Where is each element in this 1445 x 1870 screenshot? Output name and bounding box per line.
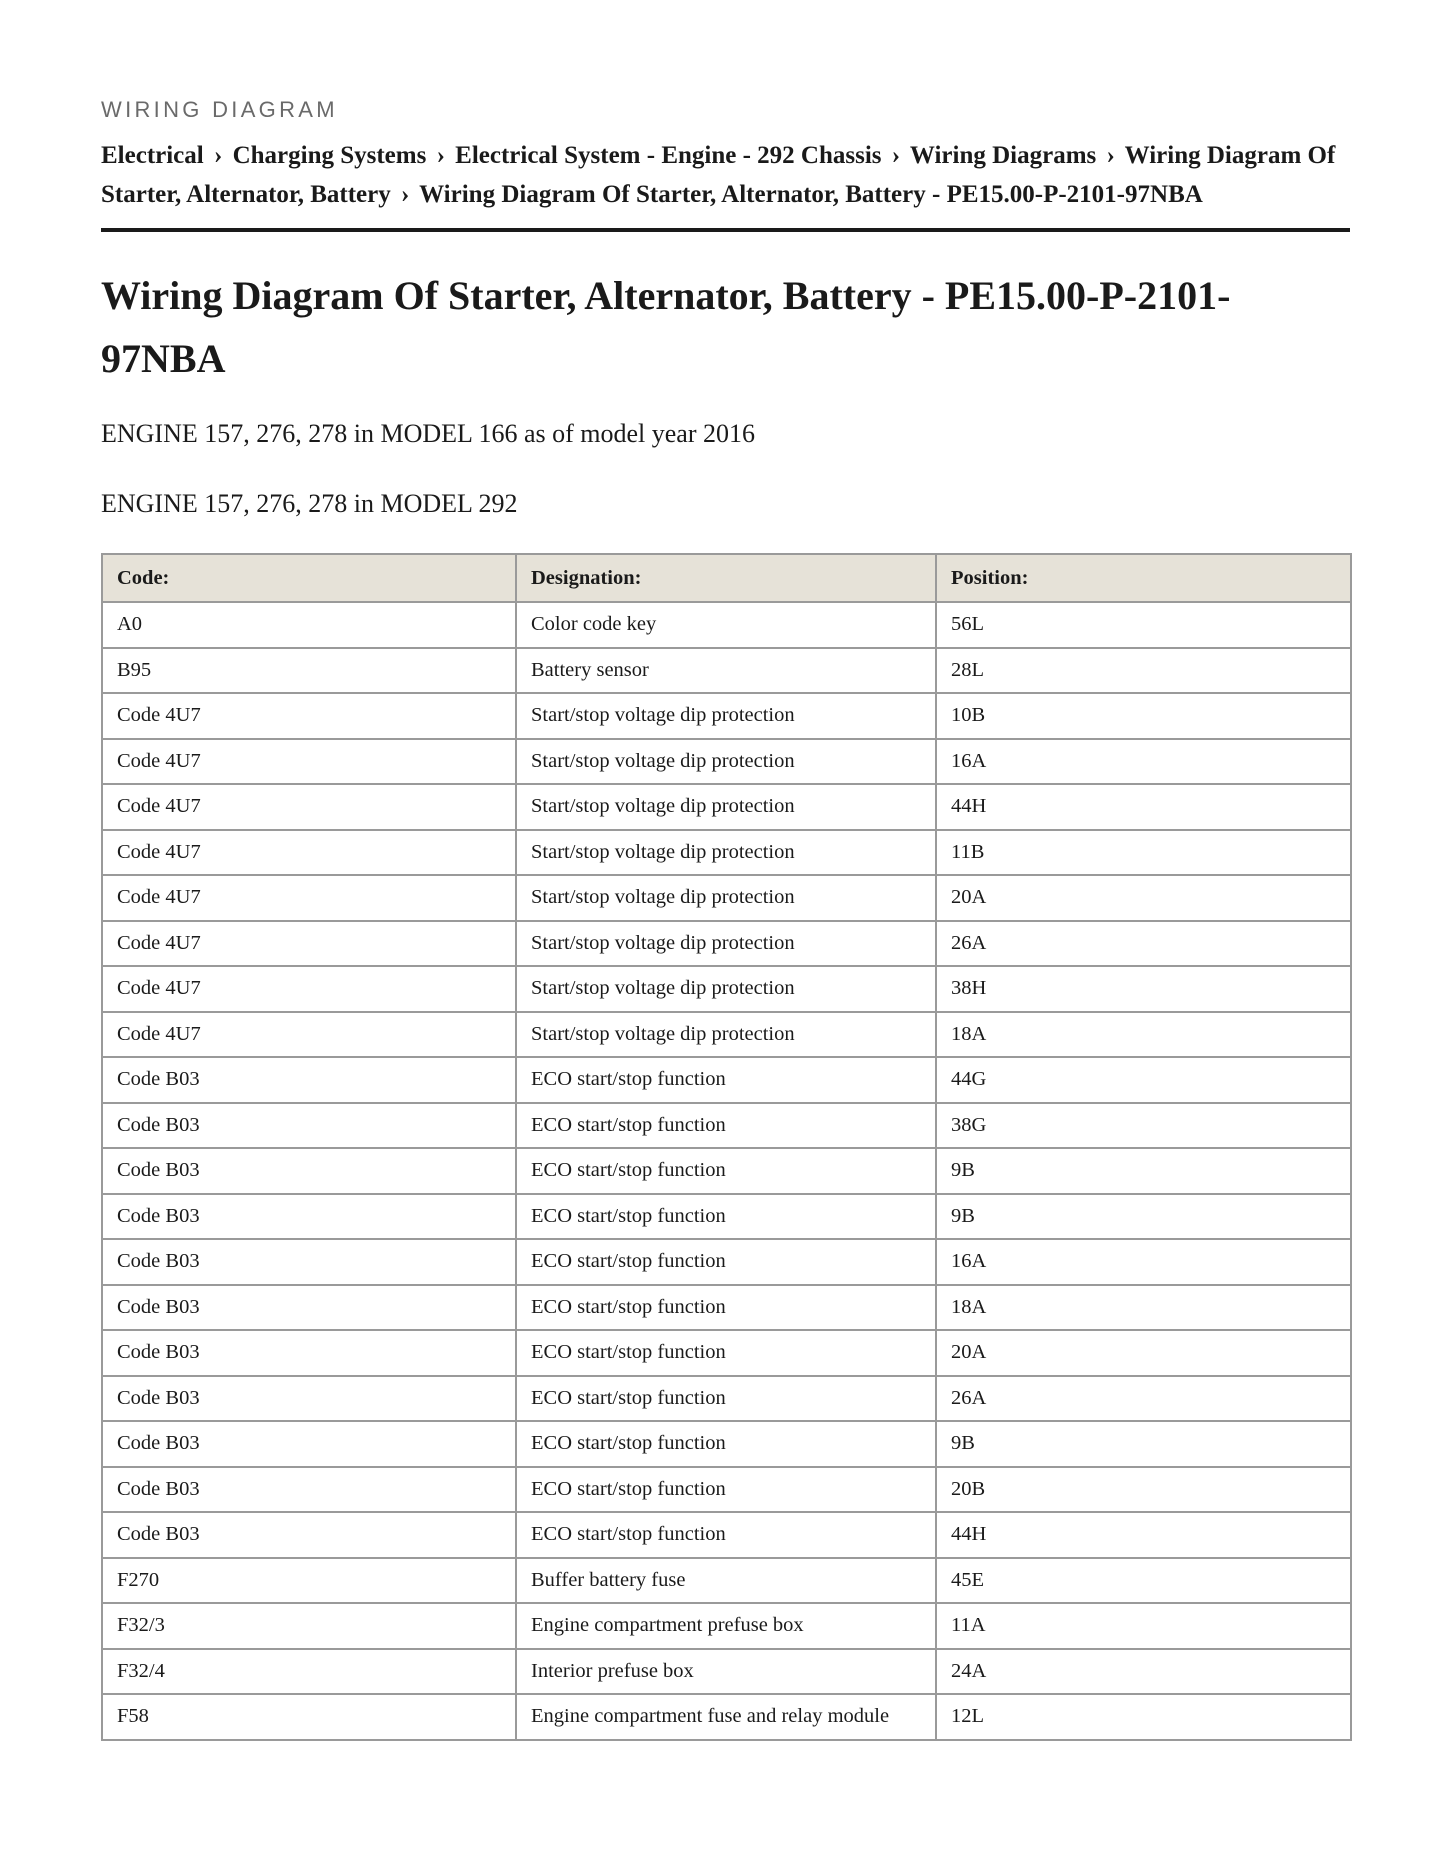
section-label: WIRING DIAGRAM bbox=[101, 97, 338, 122]
cell-code: B95 bbox=[102, 648, 516, 694]
cell-code: Code 4U7 bbox=[102, 875, 516, 921]
cell-designation: Engine compartment prefuse box bbox=[516, 1603, 936, 1649]
cell-code: Code B03 bbox=[102, 1194, 516, 1240]
cell-position: 18A bbox=[936, 1012, 1351, 1058]
table-row bbox=[102, 1603, 1351, 1649]
breadcrumb-separator: › bbox=[1106, 142, 1115, 169]
cell-code: Code B03 bbox=[102, 1103, 516, 1149]
header-divider bbox=[101, 228, 1350, 232]
table-row bbox=[102, 1148, 1351, 1194]
breadcrumb-item[interactable]: Charging Systems bbox=[232, 142, 427, 169]
table-row bbox=[102, 1194, 1351, 1240]
cell-code: Code 4U7 bbox=[102, 921, 516, 967]
cell-code: Code B03 bbox=[102, 1285, 516, 1331]
cell-code: Code 4U7 bbox=[102, 830, 516, 876]
cell-code: Code 4U7 bbox=[102, 966, 516, 1012]
table-row bbox=[102, 602, 1351, 648]
breadcrumb-item[interactable]: Electrical System - Engine - 292 Chassis bbox=[455, 142, 882, 169]
cell-position: 9B bbox=[936, 1421, 1351, 1467]
cell-designation: Color code key bbox=[516, 602, 936, 648]
cell-code: Code B03 bbox=[102, 1057, 516, 1103]
cell-position: 44H bbox=[936, 784, 1351, 830]
cell-code: Code B03 bbox=[102, 1330, 516, 1376]
cell-code: Code 4U7 bbox=[102, 1012, 516, 1058]
cell-code: F32/3 bbox=[102, 1603, 516, 1649]
breadcrumb-separator: › bbox=[436, 142, 445, 169]
cell-designation: Start/stop voltage dip protection bbox=[516, 739, 936, 785]
applicability-line: ENGINE 157, 276, 278 in MODEL 292 bbox=[101, 489, 518, 518]
cell-position: 28L bbox=[936, 648, 1351, 694]
cell-position: 56L bbox=[936, 602, 1351, 648]
cell-position: 20A bbox=[936, 1330, 1351, 1376]
table-row bbox=[102, 966, 1351, 1012]
cell-designation: Start/stop voltage dip protection bbox=[516, 966, 936, 1012]
cell-designation: ECO start/stop function bbox=[516, 1376, 936, 1422]
cell-code: A0 bbox=[102, 602, 516, 648]
cell-designation: Start/stop voltage dip protection bbox=[516, 693, 936, 739]
column-header-designation: Designation: bbox=[516, 554, 936, 602]
table-row bbox=[102, 830, 1351, 876]
cell-code: Code 4U7 bbox=[102, 693, 516, 739]
column-header-position: Position: bbox=[936, 554, 1351, 602]
table-header-row bbox=[102, 554, 1351, 602]
cell-position: 44H bbox=[936, 1512, 1351, 1558]
applicability-line: ENGINE 157, 276, 278 in MODEL 166 as of model year 2016 bbox=[101, 419, 755, 448]
table-row bbox=[102, 921, 1351, 967]
breadcrumb bbox=[101, 136, 1350, 214]
cell-position: 38H bbox=[936, 966, 1351, 1012]
cell-position: 45E bbox=[936, 1558, 1351, 1604]
cell-position: 18A bbox=[936, 1285, 1351, 1331]
table-row bbox=[102, 1467, 1351, 1513]
cell-designation: Start/stop voltage dip protection bbox=[516, 921, 936, 967]
cell-position: 26A bbox=[936, 1376, 1351, 1422]
cell-code: F270 bbox=[102, 1558, 516, 1604]
cell-designation: Buffer battery fuse bbox=[516, 1558, 936, 1604]
cell-code: Code 4U7 bbox=[102, 739, 516, 785]
table-row bbox=[102, 784, 1351, 830]
table-row bbox=[102, 1103, 1351, 1149]
table-row bbox=[102, 875, 1351, 921]
cell-position: 16A bbox=[936, 1239, 1351, 1285]
table-row bbox=[102, 1558, 1351, 1604]
cell-code: F32/4 bbox=[102, 1649, 516, 1695]
cell-position: 20B bbox=[936, 1467, 1351, 1513]
breadcrumb-item[interactable]: Wiring Diagram Of Starter, Alternator, Battery - PE15.00-P-2101-97NBA bbox=[419, 181, 1203, 208]
table-row bbox=[102, 739, 1351, 785]
table-row bbox=[102, 1330, 1351, 1376]
cell-position: 11A bbox=[936, 1603, 1351, 1649]
breadcrumb-item[interactable]: Electrical bbox=[101, 142, 204, 169]
table-row bbox=[102, 1376, 1351, 1422]
cell-designation: ECO start/stop function bbox=[516, 1148, 936, 1194]
breadcrumb-item[interactable]: Wiring Diagram Of Starter, Alternator, Battery bbox=[101, 142, 1336, 208]
cell-designation: ECO start/stop function bbox=[516, 1057, 936, 1103]
cell-code: Code B03 bbox=[102, 1148, 516, 1194]
table-row bbox=[102, 1239, 1351, 1285]
breadcrumb-separator: › bbox=[213, 142, 223, 169]
cell-code: Code 4U7 bbox=[102, 784, 516, 830]
cell-designation: ECO start/stop function bbox=[516, 1512, 936, 1558]
cell-designation: ECO start/stop function bbox=[516, 1194, 936, 1240]
cell-designation: ECO start/stop function bbox=[516, 1421, 936, 1467]
cell-position: 44G bbox=[936, 1057, 1351, 1103]
table-row bbox=[102, 1285, 1351, 1331]
table-row bbox=[102, 648, 1351, 694]
cell-position: 9B bbox=[936, 1194, 1351, 1240]
table-row bbox=[102, 1512, 1351, 1558]
cell-position: 20A bbox=[936, 875, 1351, 921]
cell-designation: ECO start/stop function bbox=[516, 1330, 936, 1376]
table-row bbox=[102, 1421, 1351, 1467]
table-row bbox=[102, 1694, 1351, 1740]
cell-code: F58 bbox=[102, 1694, 516, 1740]
cell-designation: Battery sensor bbox=[516, 648, 936, 694]
table-row bbox=[102, 1649, 1351, 1695]
cell-designation: Interior prefuse box bbox=[516, 1649, 936, 1695]
breadcrumb-separator: › bbox=[891, 142, 901, 169]
cell-code: Code B03 bbox=[102, 1512, 516, 1558]
cell-position: 10B bbox=[936, 693, 1351, 739]
column-header-code: Code: bbox=[102, 554, 516, 602]
cell-designation: Start/stop voltage dip protection bbox=[516, 1012, 936, 1058]
cell-code: Code B03 bbox=[102, 1421, 516, 1467]
table-row bbox=[102, 693, 1351, 739]
table-row bbox=[102, 1012, 1351, 1058]
cell-position: 9B bbox=[936, 1148, 1351, 1194]
breadcrumb-separator: › bbox=[400, 181, 410, 208]
cell-designation: ECO start/stop function bbox=[516, 1103, 936, 1149]
cell-position: 38G bbox=[936, 1103, 1351, 1149]
cell-designation: ECO start/stop function bbox=[516, 1239, 936, 1285]
cell-designation: Start/stop voltage dip protection bbox=[516, 830, 936, 876]
cell-position: 24A bbox=[936, 1649, 1351, 1695]
cell-designation: ECO start/stop function bbox=[516, 1285, 936, 1331]
cell-code: Code B03 bbox=[102, 1376, 516, 1422]
cell-position: 26A bbox=[936, 921, 1351, 967]
cell-designation: ECO start/stop function bbox=[516, 1467, 936, 1513]
cell-position: 16A bbox=[936, 739, 1351, 785]
cell-position: 11B bbox=[936, 830, 1351, 876]
table-row bbox=[102, 1057, 1351, 1103]
cell-code: Code B03 bbox=[102, 1467, 516, 1513]
breadcrumb-item[interactable]: Wiring Diagrams bbox=[909, 142, 1097, 169]
cell-designation: Engine compartment fuse and relay module bbox=[516, 1694, 936, 1740]
cell-designation: Start/stop voltage dip protection bbox=[516, 875, 936, 921]
cell-code: Code B03 bbox=[102, 1239, 516, 1285]
cell-designation: Start/stop voltage dip protection bbox=[516, 784, 936, 830]
cell-position: 12L bbox=[936, 1694, 1351, 1740]
page-title: Wiring Diagram Of Starter, Alternator, Battery - PE15.00-P-2101-97NBA bbox=[101, 273, 1231, 381]
component-table bbox=[101, 553, 1352, 1741]
